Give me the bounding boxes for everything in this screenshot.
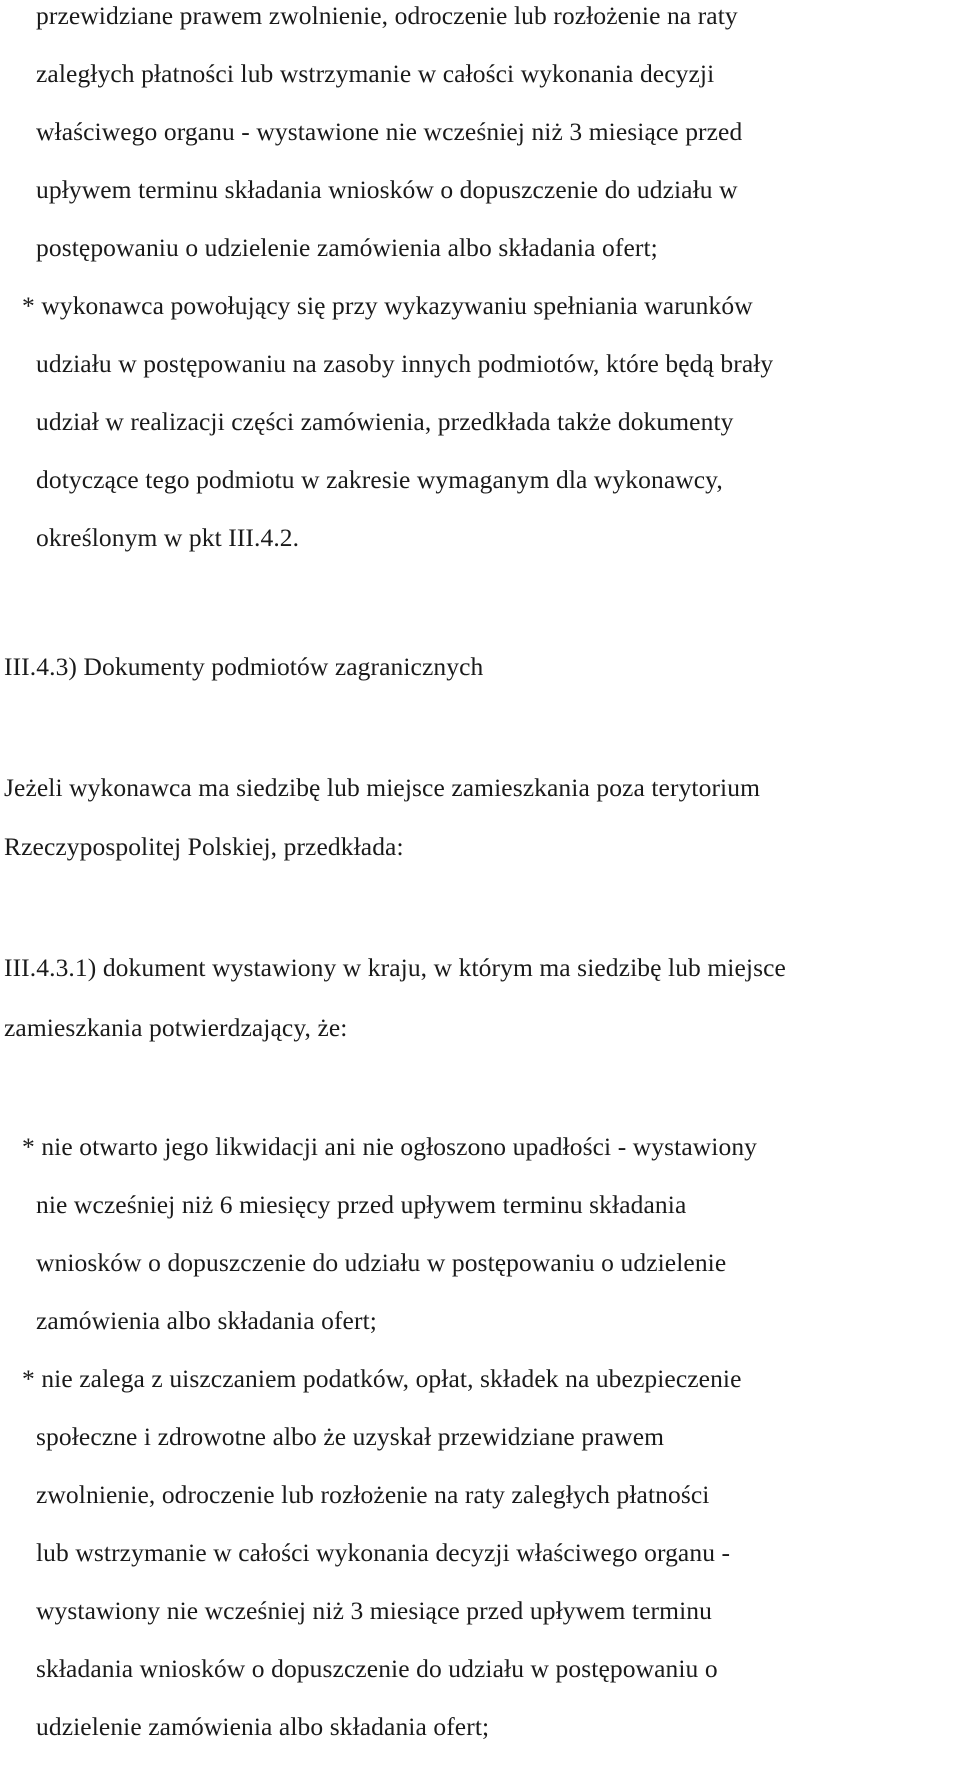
- text-line: Rzeczypospolitej Polskiej, przedkłada:: [4, 832, 404, 861]
- text-line: określonym w pkt III.4.2.: [36, 523, 300, 552]
- text-line: zamówienia albo składania ofert;: [36, 1306, 377, 1335]
- text-line: udziału w postępowaniu na zasoby innych podmiotów, które będą brały: [36, 349, 774, 378]
- text-line: zamieszkania potwierdzający, że:: [4, 1013, 348, 1042]
- text-line: postępowaniu o udzielenie zamówienia albo składania ofert;: [36, 233, 658, 262]
- text-line: * nie otwarto jego likwidacji ani nie ogłoszono upadłości - wystawiony: [22, 1132, 758, 1161]
- text-line: upływem terminu składania wniosków o dopuszczenie do udziału w: [36, 175, 738, 204]
- text-line: przewidziane prawem zwolnienie, odroczenie lub rozłożenie na raty: [36, 1, 738, 30]
- text-line: * wykonawca powołujący się przy wykazywaniu spełniania warunków: [22, 291, 753, 320]
- text-line: nie wcześniej niż 6 miesięcy przed upływem terminu składania: [36, 1190, 687, 1219]
- text-line: * nie zalega z uiszczaniem podatków, opłat, składek na ubezpieczenie: [22, 1364, 742, 1393]
- text-line: zwolnienie, odroczenie lub rozłożenie na raty zaległych płatności: [36, 1480, 710, 1509]
- text-line: wniosków o dopuszczenie do udziału w postępowaniu o udzielenie: [36, 1248, 727, 1277]
- text-line: lub wstrzymanie w całości wykonania decyzji właściwego organu -: [36, 1538, 731, 1567]
- text-line: dotyczące tego podmiotu w zakresie wymaganym dla wykonawcy,: [36, 465, 723, 494]
- text-line: społeczne i zdrowotne albo że uzyskał przewidziane prawem: [36, 1422, 665, 1451]
- text-line: wystawiony nie wcześniej niż 3 miesiące przed upływem terminu: [36, 1596, 712, 1625]
- text-line: zaległych płatności lub wstrzymanie w całości wykonania decyzji: [36, 59, 715, 88]
- text-line: III.4.3.1) dokument wystawiony w kraju, w którym ma siedzibę lub miejsce: [4, 953, 786, 982]
- text-line: Jeżeli wykonawca ma siedzibę lub miejsce zamieszkania poza terytorium: [4, 773, 761, 802]
- text-line: składania wniosków o dopuszczenie do udziału w postępowaniu o: [36, 1654, 718, 1683]
- text-line: udział w realizacji części zamówienia, przedkłada także dokumenty: [36, 407, 734, 436]
- text-line: udzielenie zamówienia albo składania ofert;: [36, 1712, 490, 1741]
- text-line: właściwego organu - wystawione nie wcześniej niż 3 miesiące przed: [36, 117, 743, 146]
- section-heading: III.4.3) Dokumenty podmiotów zagranicznych: [4, 652, 484, 681]
